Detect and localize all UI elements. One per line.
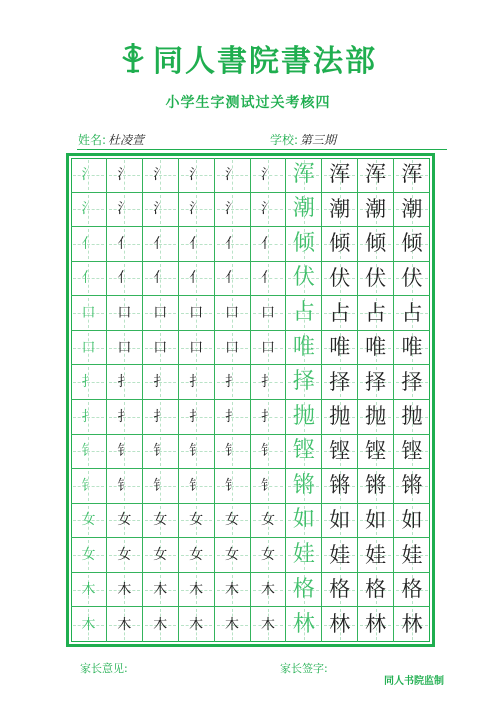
grid-cell: [358, 573, 394, 608]
practice-radical: 女: [189, 512, 204, 529]
grid-cell: [215, 607, 251, 642]
grid-cell: [215, 435, 251, 470]
grid-cell: [251, 573, 287, 608]
grid-cell: [179, 504, 215, 539]
grid-cell: [71, 607, 107, 642]
practice-radical: 木: [260, 616, 275, 633]
practice-character: 如: [365, 507, 387, 532]
grid-cell: [286, 607, 322, 642]
practice-character: 格: [401, 577, 423, 602]
practice-radical: 氵: [260, 166, 275, 183]
practice-radical: 亻: [153, 270, 168, 287]
practice-radical: 扌: [260, 408, 275, 425]
grid-cell: [358, 469, 394, 504]
grid-cell: [322, 193, 358, 228]
practice-radical: 木: [225, 581, 240, 598]
grid-cell: [394, 158, 430, 193]
grid-cell: [251, 538, 287, 573]
practice-character: 伏: [365, 265, 387, 290]
grid-cell: [179, 573, 215, 608]
practice-character: 占: [401, 300, 423, 325]
practice-radical: 女: [117, 512, 132, 529]
grid-cell: [394, 573, 430, 608]
grid-cell: [107, 469, 143, 504]
grid-cell: [322, 227, 358, 262]
grid-cell: [179, 400, 215, 435]
grid-cell: [143, 504, 179, 539]
grid-cell: [179, 435, 215, 470]
model-radical: 氵: [81, 166, 96, 183]
model-radical: 口: [81, 339, 96, 356]
grid-cell: [358, 331, 394, 366]
practice-character: 占: [329, 300, 351, 325]
practice-radical: 钅: [117, 443, 132, 460]
practice-radical: 氵: [117, 201, 132, 218]
page-title: 同人書院書法部: [153, 44, 377, 79]
grid-cell: [215, 573, 251, 608]
practice-character: 唯: [365, 335, 387, 360]
practice-character: 浑: [365, 162, 387, 187]
grid-cell: [322, 538, 358, 573]
model-character: 铿: [292, 438, 315, 464]
grid-cell: [251, 435, 287, 470]
grid-cell: [215, 400, 251, 435]
grid-cell: [143, 573, 179, 608]
practice-radical: 氵: [117, 166, 132, 183]
practice-radical: 亻: [225, 235, 240, 252]
grid-cell: [71, 435, 107, 470]
practice-radical: 木: [153, 616, 168, 633]
practice-character: 伏: [401, 265, 423, 290]
grid-cell: [107, 296, 143, 331]
practice-radical: 女: [260, 547, 275, 564]
name-value: 杜凌萱: [108, 133, 145, 147]
grid-cell: [179, 158, 215, 193]
grid-cell: [71, 365, 107, 400]
grid-cell: [71, 158, 107, 193]
practice-radical: 钅: [225, 477, 240, 494]
practice-radical: 扌: [153, 408, 168, 425]
grid-cell: [107, 435, 143, 470]
grid-cell: [71, 193, 107, 228]
grid-cell: [215, 262, 251, 297]
practice-radical: 扌: [225, 408, 240, 425]
practice-radical: 钅: [117, 477, 132, 494]
grid-cell: [322, 365, 358, 400]
grid-cell: [215, 504, 251, 539]
practice-character: 铿: [329, 438, 351, 463]
practice-character: 唯: [401, 335, 423, 360]
grid-cell: [358, 607, 394, 642]
grid-cell: [322, 262, 358, 297]
practice-character: 潮: [365, 196, 387, 221]
parent-signature-label: 家长签字:: [280, 662, 328, 675]
practice-character: 浑: [329, 162, 351, 187]
school-label: 学校:: [270, 133, 299, 147]
practice-radical: 口: [117, 305, 132, 322]
grid-cell: [394, 262, 430, 297]
practice-radical: 口: [225, 339, 240, 356]
grid-cell: [107, 538, 143, 573]
practice-character: 格: [329, 577, 351, 602]
grid-cell: [179, 469, 215, 504]
grid-cell: [394, 504, 430, 539]
practice-character: 锵: [401, 473, 423, 498]
practice-radical: 口: [225, 305, 240, 322]
practice-character: 唯: [329, 335, 351, 360]
grid-cell: [71, 331, 107, 366]
grid-cell: [322, 573, 358, 608]
practice-character: 锵: [365, 473, 387, 498]
grid-cell: [394, 227, 430, 262]
grid-cell: [286, 538, 322, 573]
practice-radical: 木: [189, 581, 204, 598]
model-radical: 木: [81, 616, 96, 633]
grid-cell: [322, 469, 358, 504]
grid-cell: [358, 158, 394, 193]
calligraphy-logo-icon: [119, 41, 147, 75]
practice-radical: 口: [153, 339, 168, 356]
credit-text: 同人书院监制: [384, 676, 444, 687]
practice-radical: 女: [117, 547, 132, 564]
grid-cell: [322, 400, 358, 435]
school-value: 第三期: [300, 133, 337, 147]
grid-cell: [71, 573, 107, 608]
grid-cell: [394, 435, 430, 470]
grid-cell: [107, 365, 143, 400]
model-character: 锵: [292, 472, 315, 498]
name-field: [78, 131, 144, 148]
grid-cell: [251, 504, 287, 539]
practice-character: 林: [401, 612, 423, 637]
grid-cell: [71, 296, 107, 331]
grid-cell: [71, 400, 107, 435]
grid-cell: [358, 227, 394, 262]
grid-cell: [71, 227, 107, 262]
practice-character: 潮: [401, 196, 423, 221]
school-field: [270, 131, 336, 148]
practice-radical: 扌: [225, 374, 240, 391]
grid-cell: [251, 469, 287, 504]
practice-character: 林: [329, 612, 351, 637]
practice-radical: 女: [260, 512, 275, 529]
practice-character: 娃: [329, 542, 351, 567]
page-header: [0, 36, 496, 112]
practice-radical: 扌: [260, 374, 275, 391]
practice-radical: 女: [153, 547, 168, 564]
model-radical: 氵: [81, 201, 96, 218]
grid-cell: [251, 607, 287, 642]
grid-cell: [286, 504, 322, 539]
practice-radical: 氵: [153, 166, 168, 183]
practice-character: 格: [365, 577, 387, 602]
grid-cell: [394, 365, 430, 400]
practice-radical: 口: [260, 305, 275, 322]
grid-cell: [143, 262, 179, 297]
model-radical: 扌: [81, 374, 96, 391]
grid-cell: [286, 573, 322, 608]
practice-character: 择: [401, 369, 423, 394]
grid-cell: [107, 227, 143, 262]
grid-cell: [286, 365, 322, 400]
grid-cell: [322, 331, 358, 366]
practice-radical: 木: [117, 616, 132, 633]
model-character: 抛: [292, 403, 315, 429]
practice-character: 伏: [329, 265, 351, 290]
grid-cell: [179, 538, 215, 573]
model-character: 如: [292, 507, 315, 533]
practice-radical: 木: [117, 581, 132, 598]
practice-radical: 木: [225, 616, 240, 633]
practice-radical: 口: [117, 339, 132, 356]
practice-character: 浑: [401, 162, 423, 187]
practice-radical: 木: [153, 581, 168, 598]
practice-character: 潮: [329, 196, 351, 221]
grid-cell: [107, 158, 143, 193]
practice-radical: 女: [225, 547, 240, 564]
model-character: 倾: [292, 230, 315, 256]
practice-radical: 女: [153, 512, 168, 529]
grid-cell: [286, 469, 322, 504]
practice-radical: 扌: [153, 374, 168, 391]
model-character: 潮: [292, 196, 315, 222]
info-underline: [77, 149, 447, 150]
grid-cell: [322, 607, 358, 642]
grid-cell: [251, 193, 287, 228]
page-subtitle: 小学生字测试过关考核四: [165, 95, 331, 111]
grid-cell: [358, 435, 394, 470]
grid-cell: [394, 331, 430, 366]
grid-cell: [215, 193, 251, 228]
practice-radical: 钅: [189, 477, 204, 494]
grid-cell: [286, 158, 322, 193]
practice-radical: 口: [260, 339, 275, 356]
grid-cell: [358, 296, 394, 331]
grid-cell: [358, 193, 394, 228]
practice-radical: 亻: [260, 270, 275, 287]
grid-cell: [394, 469, 430, 504]
grid-cell: [286, 331, 322, 366]
grid-cell: [107, 607, 143, 642]
grid-cell: [215, 365, 251, 400]
practice-radical: 木: [189, 616, 204, 633]
name-label: 姓名:: [78, 133, 107, 147]
model-character: 娃: [292, 542, 315, 568]
grid-cell: [179, 607, 215, 642]
grid-cell: [251, 158, 287, 193]
model-radical: 钅: [81, 443, 96, 460]
grid-cell: [71, 538, 107, 573]
title-row: [0, 36, 496, 80]
practice-radical: 钅: [153, 443, 168, 460]
practice-radical: 女: [189, 547, 204, 564]
practice-character: 倾: [401, 231, 423, 256]
grid-cell: [286, 400, 322, 435]
grid-cell: [394, 400, 430, 435]
practice-radical: 钅: [189, 443, 204, 460]
grid-cell: [179, 296, 215, 331]
model-radical: 女: [81, 547, 96, 564]
practice-radical: 氵: [225, 166, 240, 183]
parent-opinion-label: 家长意见:: [80, 662, 128, 675]
grid-cell: [107, 400, 143, 435]
grid-cell: [143, 331, 179, 366]
grid-cell: [143, 538, 179, 573]
practice-radical: 氵: [153, 201, 168, 218]
model-character: 格: [292, 576, 315, 602]
practice-radical: 钅: [260, 477, 275, 494]
grid-cell: [215, 331, 251, 366]
grid-cell: [358, 400, 394, 435]
grid-cell: [179, 193, 215, 228]
practice-radical: 亻: [189, 235, 204, 252]
practice-radical: 钅: [225, 443, 240, 460]
practice-radical: 木: [260, 581, 275, 598]
grid-cell: [143, 365, 179, 400]
grid-cell: [322, 158, 358, 193]
model-radical: 亻: [81, 270, 96, 287]
model-character: 唯: [292, 334, 315, 360]
practice-character: 占: [365, 300, 387, 325]
practice-radical: 氵: [189, 166, 204, 183]
practice-radical: 氵: [189, 201, 204, 218]
practice-character: 如: [401, 507, 423, 532]
practice-character: 如: [329, 507, 351, 532]
model-radical: 木: [81, 581, 96, 598]
practice-radical: 扌: [189, 408, 204, 425]
grid-cell: [215, 158, 251, 193]
practice-character: 择: [365, 369, 387, 394]
grid-cell: [251, 365, 287, 400]
grid-cell: [143, 193, 179, 228]
practice-radical: 口: [189, 339, 204, 356]
practice-radical: 扌: [189, 374, 204, 391]
grid-cell: [107, 262, 143, 297]
practice-grid: [71, 158, 430, 642]
grid-cell: [143, 607, 179, 642]
practice-character: 娃: [401, 542, 423, 567]
grid-cell: [71, 262, 107, 297]
grid-cell: [251, 262, 287, 297]
grid-cell: [251, 400, 287, 435]
model-character: 伏: [292, 265, 315, 291]
grid-cell: [71, 504, 107, 539]
grid-cell: [286, 193, 322, 228]
grid-cell: [358, 365, 394, 400]
practice-radical: 女: [225, 512, 240, 529]
grid-cell: [394, 296, 430, 331]
practice-radical: 口: [189, 305, 204, 322]
grid-cell: [107, 331, 143, 366]
grid-cell: [322, 296, 358, 331]
grid-cell: [179, 262, 215, 297]
model-radical: 钅: [81, 477, 96, 494]
grid-cell: [143, 400, 179, 435]
grid-cell: [251, 296, 287, 331]
practice-radical: 钅: [260, 443, 275, 460]
grid-cell: [251, 227, 287, 262]
grid-cell: [143, 227, 179, 262]
practice-radical: 氵: [260, 201, 275, 218]
grid-cell: [107, 193, 143, 228]
practice-character: 抛: [401, 404, 423, 429]
grid-cell: [394, 607, 430, 642]
grid-cell: [179, 331, 215, 366]
practice-character: 择: [329, 369, 351, 394]
model-radical: 女: [81, 512, 96, 529]
model-radical: 亻: [81, 235, 96, 252]
practice-character: 抛: [365, 404, 387, 429]
grid-cell: [286, 227, 322, 262]
practice-character: 铿: [401, 438, 423, 463]
grid-cell: [322, 435, 358, 470]
grid-cell: [179, 365, 215, 400]
grid-cell: [394, 538, 430, 573]
grid-cell: [215, 538, 251, 573]
grid-cell: [143, 435, 179, 470]
practice-radical: 扌: [117, 374, 132, 391]
grid-cell: [358, 538, 394, 573]
practice-radical: 钅: [153, 477, 168, 494]
grid-cell: [286, 296, 322, 331]
grid-cell: [143, 296, 179, 331]
model-character: 浑: [292, 161, 315, 187]
practice-radical: 亻: [260, 235, 275, 252]
grid-cell: [71, 469, 107, 504]
practice-character: 抛: [329, 404, 351, 429]
grid-cell: [215, 227, 251, 262]
practice-radical: 亻: [189, 270, 204, 287]
grid-cell: [107, 573, 143, 608]
model-character: 择: [292, 369, 315, 395]
practice-radical: 氵: [225, 201, 240, 218]
grid-cell: [394, 193, 430, 228]
grid-cell: [286, 435, 322, 470]
model-radical: 扌: [81, 408, 96, 425]
grid-cell: [286, 262, 322, 297]
practice-radical: 亻: [117, 235, 132, 252]
model-character: 林: [292, 611, 315, 637]
grid-cell: [215, 469, 251, 504]
practice-radical: 亻: [153, 235, 168, 252]
grid-cell: [179, 227, 215, 262]
practice-radical: 亻: [117, 270, 132, 287]
grid-cell: [358, 504, 394, 539]
grid-cell: [358, 262, 394, 297]
practice-character: 锵: [329, 473, 351, 498]
grid-cell: [251, 331, 287, 366]
practice-character: 林: [365, 612, 387, 637]
practice-radical: 口: [153, 305, 168, 322]
grid-cell: [107, 504, 143, 539]
grid-cell: [143, 469, 179, 504]
practice-character: 倾: [365, 231, 387, 256]
practice-radical: 扌: [117, 408, 132, 425]
practice-character: 铿: [365, 438, 387, 463]
grid-cell: [215, 296, 251, 331]
model-radical: 口: [81, 305, 96, 322]
practice-radical: 亻: [225, 270, 240, 287]
grid-cell: [322, 504, 358, 539]
practice-character: 倾: [329, 231, 351, 256]
practice-character: 娃: [365, 542, 387, 567]
grid-cell: [143, 158, 179, 193]
model-character: 占: [292, 300, 315, 326]
